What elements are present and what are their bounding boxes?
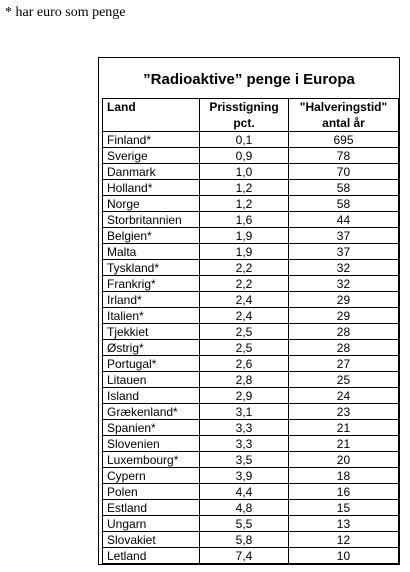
cell-prisstigning: 1,2 xyxy=(200,180,289,196)
cell-halveringstid: 37 xyxy=(288,244,398,260)
table-row xyxy=(103,436,399,452)
cell-prisstigning: 2,2 xyxy=(200,260,289,276)
cell-prisstigning: 4,8 xyxy=(200,500,289,516)
cell-land: Polen xyxy=(103,484,200,500)
header-prisstigning: Prisstigning xyxy=(200,99,289,116)
table-body xyxy=(103,132,399,564)
header-land-empty xyxy=(103,115,200,132)
header-pct: pct. xyxy=(200,115,289,132)
cell-prisstigning: 3,1 xyxy=(200,404,289,420)
table-title: ”Radioaktive” penge i Europa xyxy=(143,71,355,88)
cell-halveringstid: 16 xyxy=(288,484,398,500)
table-header xyxy=(103,99,399,132)
table-row xyxy=(103,532,399,548)
cell-halveringstid: 28 xyxy=(288,324,398,340)
table-row xyxy=(103,484,399,500)
cell-halveringstid: 10 xyxy=(288,548,398,564)
cell-land: Frankrig* xyxy=(103,276,200,292)
cell-land: Sverige xyxy=(103,148,200,164)
table-row xyxy=(103,388,399,404)
cell-halveringstid: 32 xyxy=(288,260,398,276)
cell-halveringstid: 58 xyxy=(288,196,398,212)
cell-halveringstid: 12 xyxy=(288,532,398,548)
cell-land: Tjekkiet xyxy=(103,324,200,340)
cell-halveringstid: 23 xyxy=(288,404,398,420)
cell-halveringstid: 32 xyxy=(288,276,398,292)
header-land: Land xyxy=(103,99,200,116)
cell-prisstigning: 3,9 xyxy=(200,468,289,484)
cell-prisstigning: 3,3 xyxy=(200,436,289,452)
cell-land: Portugal* xyxy=(103,356,200,372)
data-table xyxy=(102,98,399,564)
header-row-1 xyxy=(103,99,399,116)
table-row xyxy=(103,468,399,484)
header-halveringstid: "Halveringstid" xyxy=(288,99,398,116)
cell-halveringstid: 27 xyxy=(288,356,398,372)
cell-land: Letland xyxy=(103,548,200,564)
table-row xyxy=(103,276,399,292)
table-row xyxy=(103,516,399,532)
table-row xyxy=(103,132,399,148)
cell-land: Island xyxy=(103,388,200,404)
cell-land: Danmark xyxy=(103,164,200,180)
cell-prisstigning: 1,9 xyxy=(200,228,289,244)
table-row xyxy=(103,404,399,420)
cell-land: Irland* xyxy=(103,292,200,308)
table-row xyxy=(103,420,399,436)
table-row xyxy=(103,340,399,356)
cell-prisstigning: 4,4 xyxy=(200,484,289,500)
cell-prisstigning: 2,4 xyxy=(200,308,289,324)
table-row xyxy=(103,308,399,324)
cell-land: Østrig* xyxy=(103,340,200,356)
cell-land: Grækenland* xyxy=(103,404,200,420)
cell-halveringstid: 18 xyxy=(288,468,398,484)
cell-halveringstid: 58 xyxy=(288,180,398,196)
cell-prisstigning: 3,3 xyxy=(200,420,289,436)
cell-land: Tyskland* xyxy=(103,260,200,276)
cell-halveringstid: 29 xyxy=(288,308,398,324)
table-row xyxy=(103,228,399,244)
table-row xyxy=(103,548,399,564)
cell-halveringstid: 15 xyxy=(288,500,398,516)
cell-prisstigning: 2,5 xyxy=(200,324,289,340)
cell-prisstigning: 0,1 xyxy=(200,132,289,148)
cell-prisstigning: 1,9 xyxy=(200,244,289,260)
cell-land: Slovenien xyxy=(103,436,200,452)
cell-halveringstid: 695 xyxy=(288,132,398,148)
cell-land: Litauen xyxy=(103,372,200,388)
table-row xyxy=(103,372,399,388)
cell-halveringstid: 25 xyxy=(288,372,398,388)
table-sheet xyxy=(98,57,400,565)
table-row xyxy=(103,260,399,276)
cell-prisstigning: 2,5 xyxy=(200,340,289,356)
cell-prisstigning: 2,9 xyxy=(200,388,289,404)
cell-halveringstid: 44 xyxy=(288,212,398,228)
cell-land: Italien* xyxy=(103,308,200,324)
cell-land: Ungarn xyxy=(103,516,200,532)
table-row xyxy=(103,244,399,260)
cell-halveringstid: 20 xyxy=(288,452,398,468)
table-row xyxy=(103,180,399,196)
header-row-2 xyxy=(103,115,399,132)
cell-halveringstid: 70 xyxy=(288,164,398,180)
table-row xyxy=(103,452,399,468)
cell-halveringstid: 37 xyxy=(288,228,398,244)
cell-prisstigning: 2,6 xyxy=(200,356,289,372)
cell-halveringstid: 13 xyxy=(288,516,398,532)
cell-halveringstid: 29 xyxy=(288,292,398,308)
cell-land: Luxembourg* xyxy=(103,452,200,468)
table-row xyxy=(103,196,399,212)
cell-prisstigning: 1,6 xyxy=(200,212,289,228)
cell-land: Finland* xyxy=(103,132,200,148)
cell-prisstigning: 0,9 xyxy=(200,148,289,164)
cell-land: Malta xyxy=(103,244,200,260)
cell-land: Slovakiet xyxy=(103,532,200,548)
cell-prisstigning: 5,8 xyxy=(200,532,289,548)
cell-prisstigning: 2,4 xyxy=(200,292,289,308)
cell-halveringstid: 24 xyxy=(288,388,398,404)
table-row xyxy=(103,356,399,372)
cell-land: Cypern xyxy=(103,468,200,484)
table-row xyxy=(103,212,399,228)
cell-prisstigning: 1,0 xyxy=(200,164,289,180)
cell-land: Spanien* xyxy=(103,420,200,436)
table-row xyxy=(103,148,399,164)
cell-halveringstid: 78 xyxy=(288,148,398,164)
footnote-text: * har euro som penge xyxy=(5,5,126,20)
cell-land: Holland* xyxy=(103,180,200,196)
table-row xyxy=(103,164,399,180)
cell-prisstigning: 3,5 xyxy=(200,452,289,468)
cell-halveringstid: 28 xyxy=(288,340,398,356)
cell-prisstigning: 5,5 xyxy=(200,516,289,532)
header-antal-aar: antal år xyxy=(288,115,398,132)
cell-halveringstid: 21 xyxy=(288,436,398,452)
cell-land: Belgien* xyxy=(103,228,200,244)
cell-prisstigning: 1,2 xyxy=(200,196,289,212)
cell-prisstigning: 7,4 xyxy=(200,548,289,564)
cell-land: Estland xyxy=(103,500,200,516)
cell-halveringstid: 21 xyxy=(288,420,398,436)
cell-land: Storbritannien xyxy=(103,212,200,228)
cell-land: Norge xyxy=(103,196,200,212)
cell-prisstigning: 2,2 xyxy=(200,276,289,292)
cell-prisstigning: 2,8 xyxy=(200,372,289,388)
table-row xyxy=(103,500,399,516)
table-row xyxy=(103,324,399,340)
table-row xyxy=(103,292,399,308)
